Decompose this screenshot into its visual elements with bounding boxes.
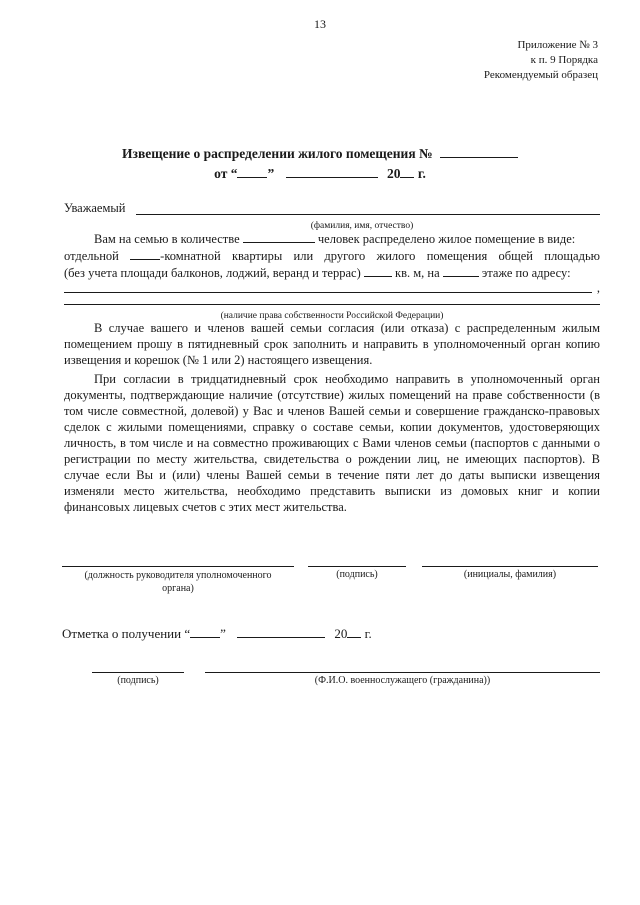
date-day-blank[interactable] — [237, 166, 267, 178]
position-hint-line-2: органа) — [162, 583, 194, 594]
addressee-hint: (фамилия, имя, отчество) — [310, 221, 414, 231]
initials-blank[interactable] — [422, 566, 598, 567]
receipt-month-blank[interactable] — [237, 626, 325, 638]
separate-label: отдельной — [64, 249, 119, 263]
allocation-line-1 — [64, 231, 600, 248]
document-title — [0, 146, 640, 162]
appendix-sample-note: Рекомендуемый образец — [483, 69, 598, 81]
address-label: этаже по адресу: — [481, 266, 571, 280]
floor-label: кв. м, на — [395, 266, 440, 280]
appendix-reference — [484, 38, 598, 83]
document-date — [0, 166, 640, 182]
receipt-year: 20 — [334, 626, 348, 641]
position-blank[interactable] — [62, 566, 294, 567]
address-comma: , — [596, 281, 600, 295]
documents-paragraph: При согласии в тридцатидневный срок необходимо направить в уполномоченный орган документы, подтверждающие наличие (отсутствие) жилых помещений на праве собственности (в том числе совместной, долевой) у Вас и членов Вашей семьи и совершение гражданско-правовых сделок с жилыми помещениями, справку о составе семьи, копии документов, удостоверяющих личность, в том числе и на совместно проживающих с Вами членов семьи (паспортов с данными о регистрации по месту жительства, свидетельства о рождении лиц, не имеющих паспортов). В случае если Вы и (или) члены Вашей семьи в течение пяти лет до даты выписки извещения изменяли место жительства, необходимо представить выписки из домовых книг и копии финансовых лицевых счетов с этих мест жительства. — [64, 372, 600, 514]
address-blank-1[interactable] — [64, 292, 592, 293]
floor-blank[interactable] — [443, 265, 479, 277]
notice-body — [64, 200, 600, 515]
area-note-label: (без учета площади балконов, лоджий, веранд и террас) — [64, 266, 361, 280]
receipt-suffix: г. — [364, 626, 372, 641]
allocation-line-2 — [64, 248, 600, 265]
initials-hint: (инициалы, фамилия) — [463, 569, 557, 580]
page-number: 13 — [314, 17, 326, 31]
title-text: Извещение о распределении жилого помещения № — [122, 146, 433, 161]
receipt-quote: ” — [220, 626, 226, 641]
position-hint — [62, 569, 294, 595]
receipt-label: Отметка о получении “ — [62, 626, 191, 641]
ownership-hint: (наличие права собственности Российской Федерации) — [220, 311, 444, 321]
receipt-row — [62, 626, 372, 642]
family-count-label: Вам на семью в количестве — [94, 232, 240, 246]
receipt-day-blank[interactable] — [190, 626, 220, 638]
receipt-signature-blank[interactable] — [92, 672, 184, 673]
receipt-fio-hint: (Ф.И.О. военнослужащего (гражданина)) — [314, 675, 491, 686]
allocation-line-3 — [64, 265, 600, 282]
notice-number-blank[interactable] — [440, 146, 518, 158]
signature-hint: (подпись) — [336, 569, 378, 580]
family-count-blank[interactable] — [243, 231, 315, 243]
signature-blank[interactable] — [308, 566, 406, 567]
appendix-number: Приложение № 3 — [517, 39, 598, 51]
address-line-2 — [64, 296, 600, 308]
address-line-1 — [64, 282, 600, 296]
date-prefix: от “ — [214, 166, 238, 181]
date-year: 20 — [386, 166, 401, 181]
receipt-signature-hint: (подпись) — [117, 675, 159, 686]
receipt-fio-blank[interactable] — [205, 672, 600, 673]
addressee-name-blank[interactable] — [136, 214, 600, 215]
date-quote: ” — [267, 166, 275, 181]
date-suffix: г. — [417, 166, 426, 181]
appendix-clause: к п. 9 Порядка — [530, 54, 598, 66]
date-month-blank[interactable] — [286, 166, 378, 178]
addressee-row — [64, 200, 600, 218]
area-blank[interactable] — [364, 265, 392, 277]
consent-paragraph: В случае вашего и членов вашей семьи согласия (или отказа) с распределенным жилым помещением прошу в пятидневный срок заполнить и направить в уполномоченный орган копию извещения и корешок (№ 1 или 2) настоящего извещения. — [64, 321, 600, 367]
position-hint-line-1: (должность руководителя уполномоченного — [84, 570, 272, 581]
allocation-type-label: человек распределено жилое помещение в виде: — [317, 232, 576, 246]
date-year-blank[interactable] — [400, 166, 414, 178]
receipt-year-blank[interactable] — [347, 626, 361, 638]
rooms-count-blank[interactable] — [130, 248, 160, 260]
address-blank-2[interactable] — [64, 304, 600, 305]
addressee-label: Уважаемый — [64, 201, 126, 215]
apartment-type-label: -комнатной квартиры или другого жилого помещения общей площадью — [160, 249, 600, 263]
